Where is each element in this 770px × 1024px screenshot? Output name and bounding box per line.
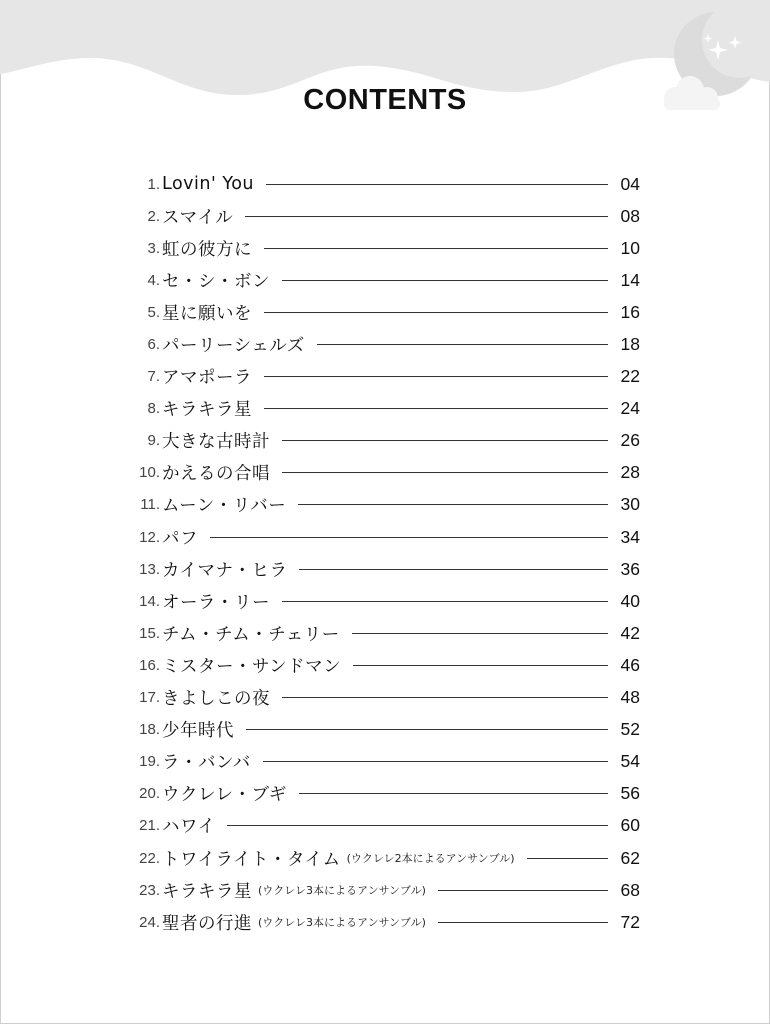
toc-entry[interactable] bbox=[128, 296, 640, 328]
entry-page: 52 bbox=[620, 719, 640, 740]
leader-line bbox=[282, 280, 608, 281]
leader-line bbox=[263, 761, 608, 762]
entry-title: ムーン・リバー bbox=[162, 496, 287, 517]
toc-entry[interactable] bbox=[128, 553, 640, 585]
entry-number: 9. bbox=[147, 432, 160, 450]
leader-line bbox=[352, 633, 608, 634]
leader-line bbox=[438, 922, 608, 923]
entry-title: 聖者の行進 bbox=[162, 913, 252, 934]
leader-line bbox=[245, 216, 608, 217]
entry-page: 24 bbox=[620, 398, 640, 419]
entry-page: 30 bbox=[620, 494, 640, 515]
entry-note: (ウクレレ2本によるアンサンブル) bbox=[346, 852, 515, 866]
entry-number: 11. bbox=[140, 496, 160, 514]
entry-page: 42 bbox=[620, 622, 640, 643]
entry-title: Lovin' You bbox=[162, 174, 254, 195]
entry-number: 8. bbox=[147, 400, 160, 418]
toc-entry[interactable] bbox=[128, 200, 640, 232]
entry-page: 34 bbox=[620, 526, 640, 547]
table-of-contents bbox=[128, 168, 640, 938]
entry-note: (ウクレレ3本によるアンサンブル) bbox=[258, 916, 426, 930]
toc-entry[interactable] bbox=[128, 778, 640, 810]
leader-line bbox=[266, 184, 608, 185]
leader-line bbox=[282, 601, 608, 602]
entry-title: トワイライト・タイム bbox=[162, 849, 341, 870]
toc-entry[interactable] bbox=[128, 489, 640, 521]
entry-title: 星に願いを bbox=[162, 303, 252, 324]
entry-page: 16 bbox=[620, 301, 640, 322]
entry-page: 48 bbox=[620, 687, 640, 708]
entry-number: 13. bbox=[139, 560, 160, 578]
toc-entry[interactable] bbox=[128, 168, 640, 200]
entry-number: 10. bbox=[139, 464, 160, 482]
entry-page: 72 bbox=[620, 911, 640, 932]
entry-page: 14 bbox=[620, 269, 640, 290]
entry-title: セ・シ・ボン bbox=[162, 271, 270, 292]
entry-number: 4. bbox=[147, 271, 160, 289]
entry-number: 19. bbox=[139, 753, 160, 771]
entry-number: 7. bbox=[147, 368, 160, 386]
leader-line bbox=[438, 890, 608, 891]
entry-page: 28 bbox=[620, 462, 640, 483]
leader-line bbox=[317, 344, 608, 345]
entry-number: 21. bbox=[139, 817, 160, 835]
entry-page: 62 bbox=[620, 847, 640, 868]
leader-line bbox=[264, 408, 608, 409]
entry-title: かえるの合唱 bbox=[162, 464, 270, 485]
entry-title: スマイル bbox=[162, 207, 234, 228]
entry-title: ウクレレ・ブギ bbox=[162, 785, 287, 806]
toc-entry[interactable] bbox=[128, 585, 640, 617]
entry-title: アマポーラ bbox=[162, 368, 252, 389]
entry-title: パフ bbox=[162, 528, 198, 549]
entry-title: 少年時代 bbox=[162, 721, 234, 742]
leader-line bbox=[227, 825, 608, 826]
entry-page: 68 bbox=[620, 879, 640, 900]
entry-title: ラ・バンバ bbox=[162, 753, 251, 774]
toc-entry[interactable] bbox=[128, 393, 640, 425]
toc-entry[interactable] bbox=[128, 810, 640, 842]
leader-line bbox=[353, 665, 608, 666]
entry-note: (ウクレレ3本によるアンサンブル) bbox=[258, 884, 426, 898]
toc-entry[interactable] bbox=[128, 361, 640, 393]
entry-page: 54 bbox=[620, 751, 640, 772]
toc-entry[interactable] bbox=[128, 649, 640, 681]
toc-entry[interactable] bbox=[128, 874, 640, 906]
entry-number: 24. bbox=[139, 913, 160, 931]
toc-entry[interactable] bbox=[128, 232, 640, 264]
entry-title: キラキラ星 bbox=[162, 881, 252, 902]
leader-line bbox=[299, 793, 608, 794]
page-title: CONTENTS bbox=[303, 84, 467, 116]
toc-entry[interactable] bbox=[128, 457, 640, 489]
entry-page: 22 bbox=[620, 366, 640, 387]
entry-page: 60 bbox=[620, 815, 640, 836]
entry-title: カイマナ・ヒラ bbox=[162, 560, 288, 581]
wave-shape bbox=[0, 0, 770, 95]
entry-number: 5. bbox=[147, 303, 160, 321]
entry-number: 17. bbox=[139, 689, 160, 707]
toc-entry[interactable] bbox=[128, 746, 640, 778]
entry-number: 20. bbox=[139, 785, 160, 803]
entry-page: 18 bbox=[620, 334, 640, 355]
toc-entry[interactable] bbox=[128, 714, 640, 746]
entry-page: 26 bbox=[620, 430, 640, 451]
toc-entry[interactable] bbox=[128, 906, 640, 938]
leader-line bbox=[298, 504, 608, 505]
entry-number: 12. bbox=[139, 528, 160, 546]
entry-number: 2. bbox=[147, 207, 160, 225]
toc-entry[interactable] bbox=[128, 264, 640, 296]
entry-number: 23. bbox=[139, 881, 160, 899]
leader-line bbox=[527, 858, 609, 859]
entry-number: 14. bbox=[139, 592, 160, 610]
entry-page: 40 bbox=[620, 590, 640, 611]
leader-line bbox=[282, 697, 608, 698]
toc-entry[interactable] bbox=[128, 617, 640, 649]
entry-number: 3. bbox=[147, 239, 160, 257]
leader-line bbox=[246, 729, 608, 730]
entry-title: オーラ・リー bbox=[162, 592, 270, 613]
entry-number: 6. bbox=[147, 336, 160, 354]
entry-title: きよしこの夜 bbox=[162, 689, 270, 710]
leader-line bbox=[210, 537, 608, 538]
leader-line bbox=[264, 248, 608, 249]
toc-entry[interactable] bbox=[128, 521, 640, 553]
leader-line bbox=[264, 376, 608, 377]
leader-line bbox=[282, 472, 608, 473]
leader-line bbox=[282, 440, 608, 441]
entry-page: 04 bbox=[620, 173, 640, 194]
entry-number: 1. bbox=[147, 175, 160, 193]
entry-number: 16. bbox=[139, 656, 160, 674]
entry-title: 虹の彼方に bbox=[162, 239, 252, 260]
toc-entry[interactable] bbox=[128, 682, 640, 714]
entry-page: 10 bbox=[620, 237, 640, 258]
entry-title: チム・チム・チェリー bbox=[162, 624, 340, 645]
toc-entry[interactable] bbox=[128, 425, 640, 457]
entry-title: パーリーシェルズ bbox=[162, 336, 305, 357]
entry-title: 大きな古時計 bbox=[162, 432, 270, 453]
entry-page: 36 bbox=[620, 558, 640, 579]
entry-page: 46 bbox=[620, 654, 640, 675]
toc-entry[interactable] bbox=[128, 842, 640, 874]
entry-title: ミスター・サンドマン bbox=[162, 656, 342, 677]
entry-title: キラキラ星 bbox=[162, 400, 252, 421]
entry-title: ハワイ bbox=[162, 817, 216, 838]
leader-line bbox=[264, 312, 608, 313]
entry-number: 22. bbox=[139, 849, 160, 867]
entry-number: 15. bbox=[139, 624, 160, 642]
entry-page: 08 bbox=[620, 205, 640, 226]
entry-number: 18. bbox=[139, 721, 160, 739]
entry-page: 56 bbox=[620, 783, 640, 804]
toc-entry[interactable] bbox=[128, 328, 640, 360]
leader-line bbox=[299, 569, 608, 570]
